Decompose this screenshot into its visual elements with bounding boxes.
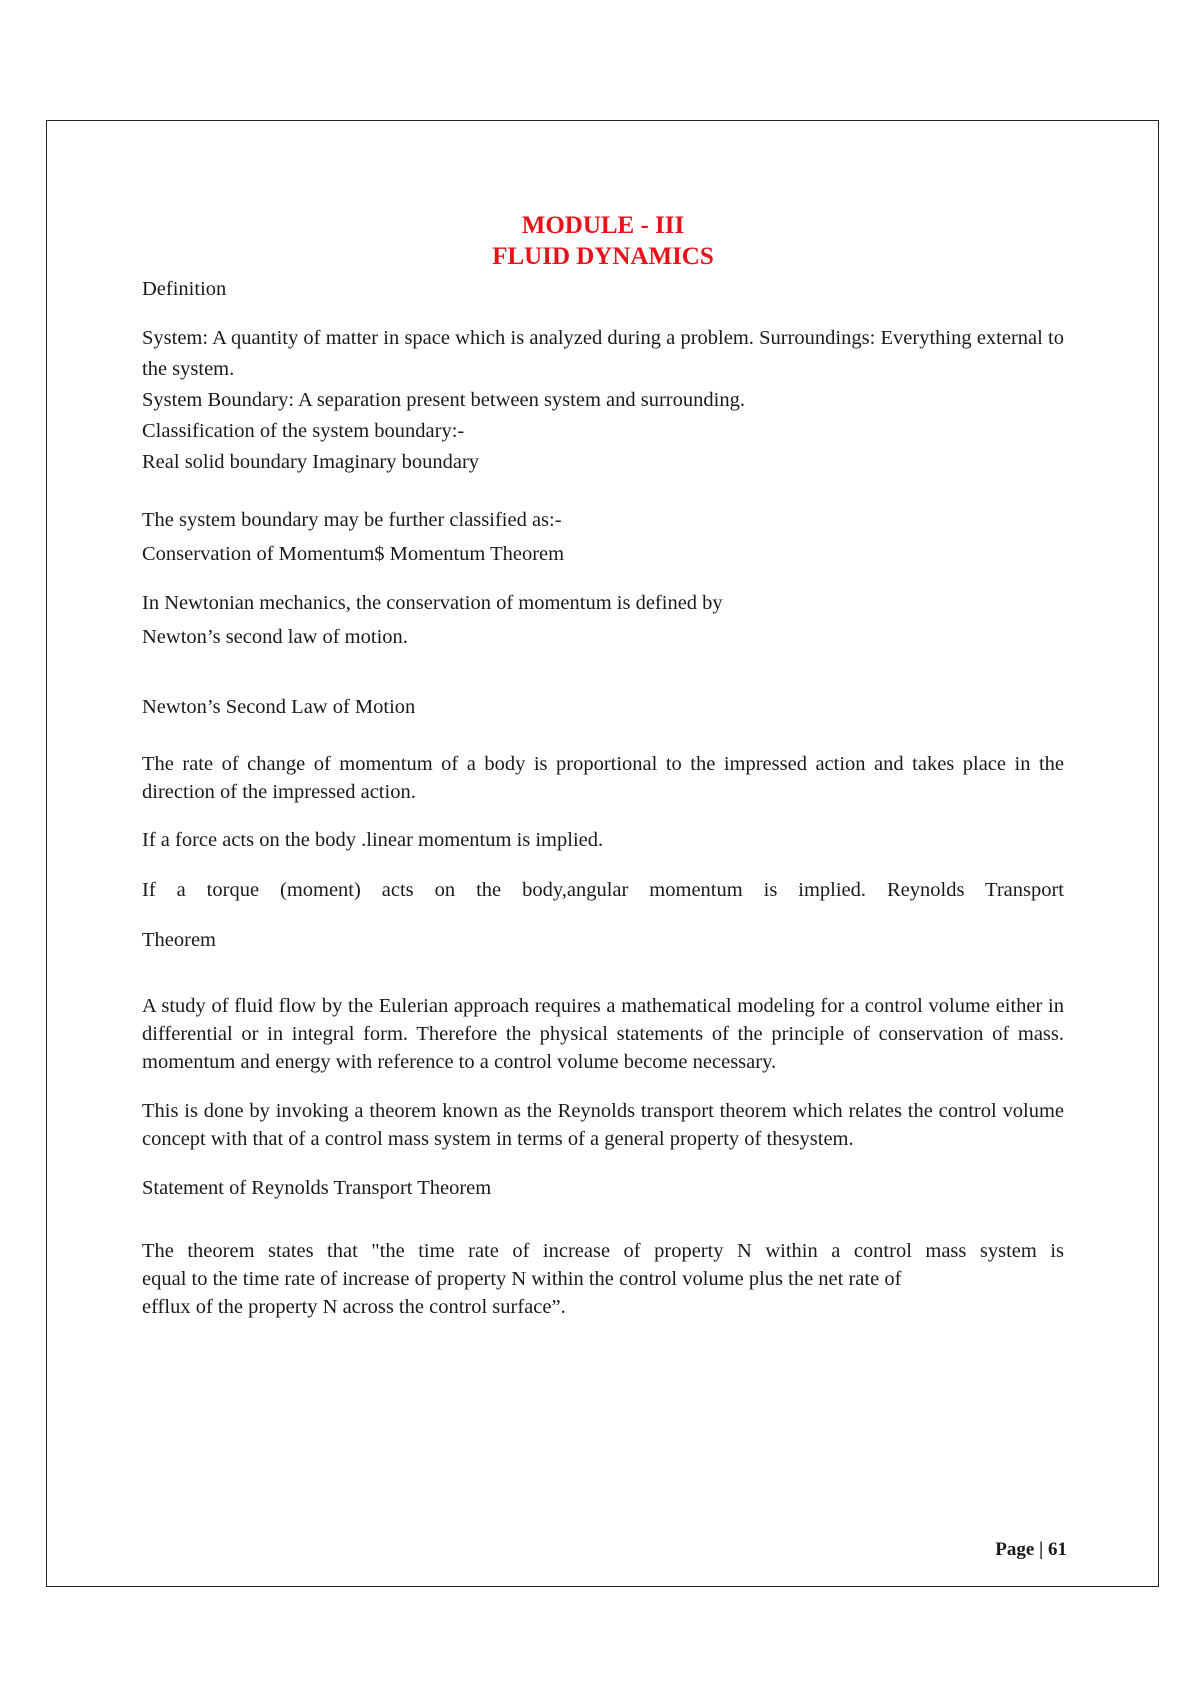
subject-title: FLUID DYNAMICS <box>492 243 714 270</box>
definition-heading: Definition <box>142 278 227 300</box>
page-number: Page | 61 <box>995 1539 1067 1560</box>
statement-heading: Statement of Reynolds Transport Theorem <box>142 1177 492 1199</box>
force-line: If a force acts on the body .linear momentum is implied. <box>142 829 604 851</box>
classification-line: Classification of the system boundary:- <box>142 420 465 442</box>
statement-line-1: The theorem states that "the time rate of increase of property N within a control mass system is <box>142 1240 1064 1262</box>
module-title: MODULE - III <box>521 212 685 239</box>
conservation-heading: Conservation of Momentum$ Momentum Theorem <box>142 543 565 565</box>
theorem-word: Theorem <box>142 929 216 951</box>
newtonian-line-2: Newton’s second law of motion. <box>142 626 408 648</box>
second-law-heading: Newton’s Second Law of Motion <box>142 696 416 718</box>
page-content <box>142 210 1064 1321</box>
invoking-paragraph: This is done by invoking a theorem known as the Reynolds transport theorem which relates the control volume concept with that of a control mass system in terms of a general property of thesystem. <box>142 1100 1064 1150</box>
boundary-definition: System Boundary: A separation present between system and surrounding. <box>142 389 745 411</box>
torque-line: If a torque (moment) acts on the body,angular momentum is implied. Reynolds Transport <box>142 879 1064 901</box>
newtonian-line-1: In Newtonian mechanics, the conservation of momentum is defined by <box>142 592 723 614</box>
further-classified: The system boundary may be further classified as:- <box>142 509 562 531</box>
eulerian-paragraph: A study of fluid flow by the Eulerian approach requires a mathematical modeling for a control volume either in differential or in integral form. Therefore the physical statements of the principle of conservation of mass. momentum and energy with reference to a control volume become necessary. <box>142 995 1064 1073</box>
system-definition: System: A quantity of matter in space which is analyzed during a problem. Surroundings: Everything external to the system. <box>142 327 1064 380</box>
statement-line-3: efflux of the property N across the control surface”. <box>142 1296 566 1318</box>
boundary-types: Real solid boundary Imaginary boundary <box>142 451 480 473</box>
statement-line-2: equal to the time rate of increase of property N within the control volume plus the net rate of <box>142 1268 902 1290</box>
rate-of-change-paragraph: The rate of change of momentum of a body is proportional to the impressed action and takes place in the direction of the impressed action. <box>142 753 1064 803</box>
